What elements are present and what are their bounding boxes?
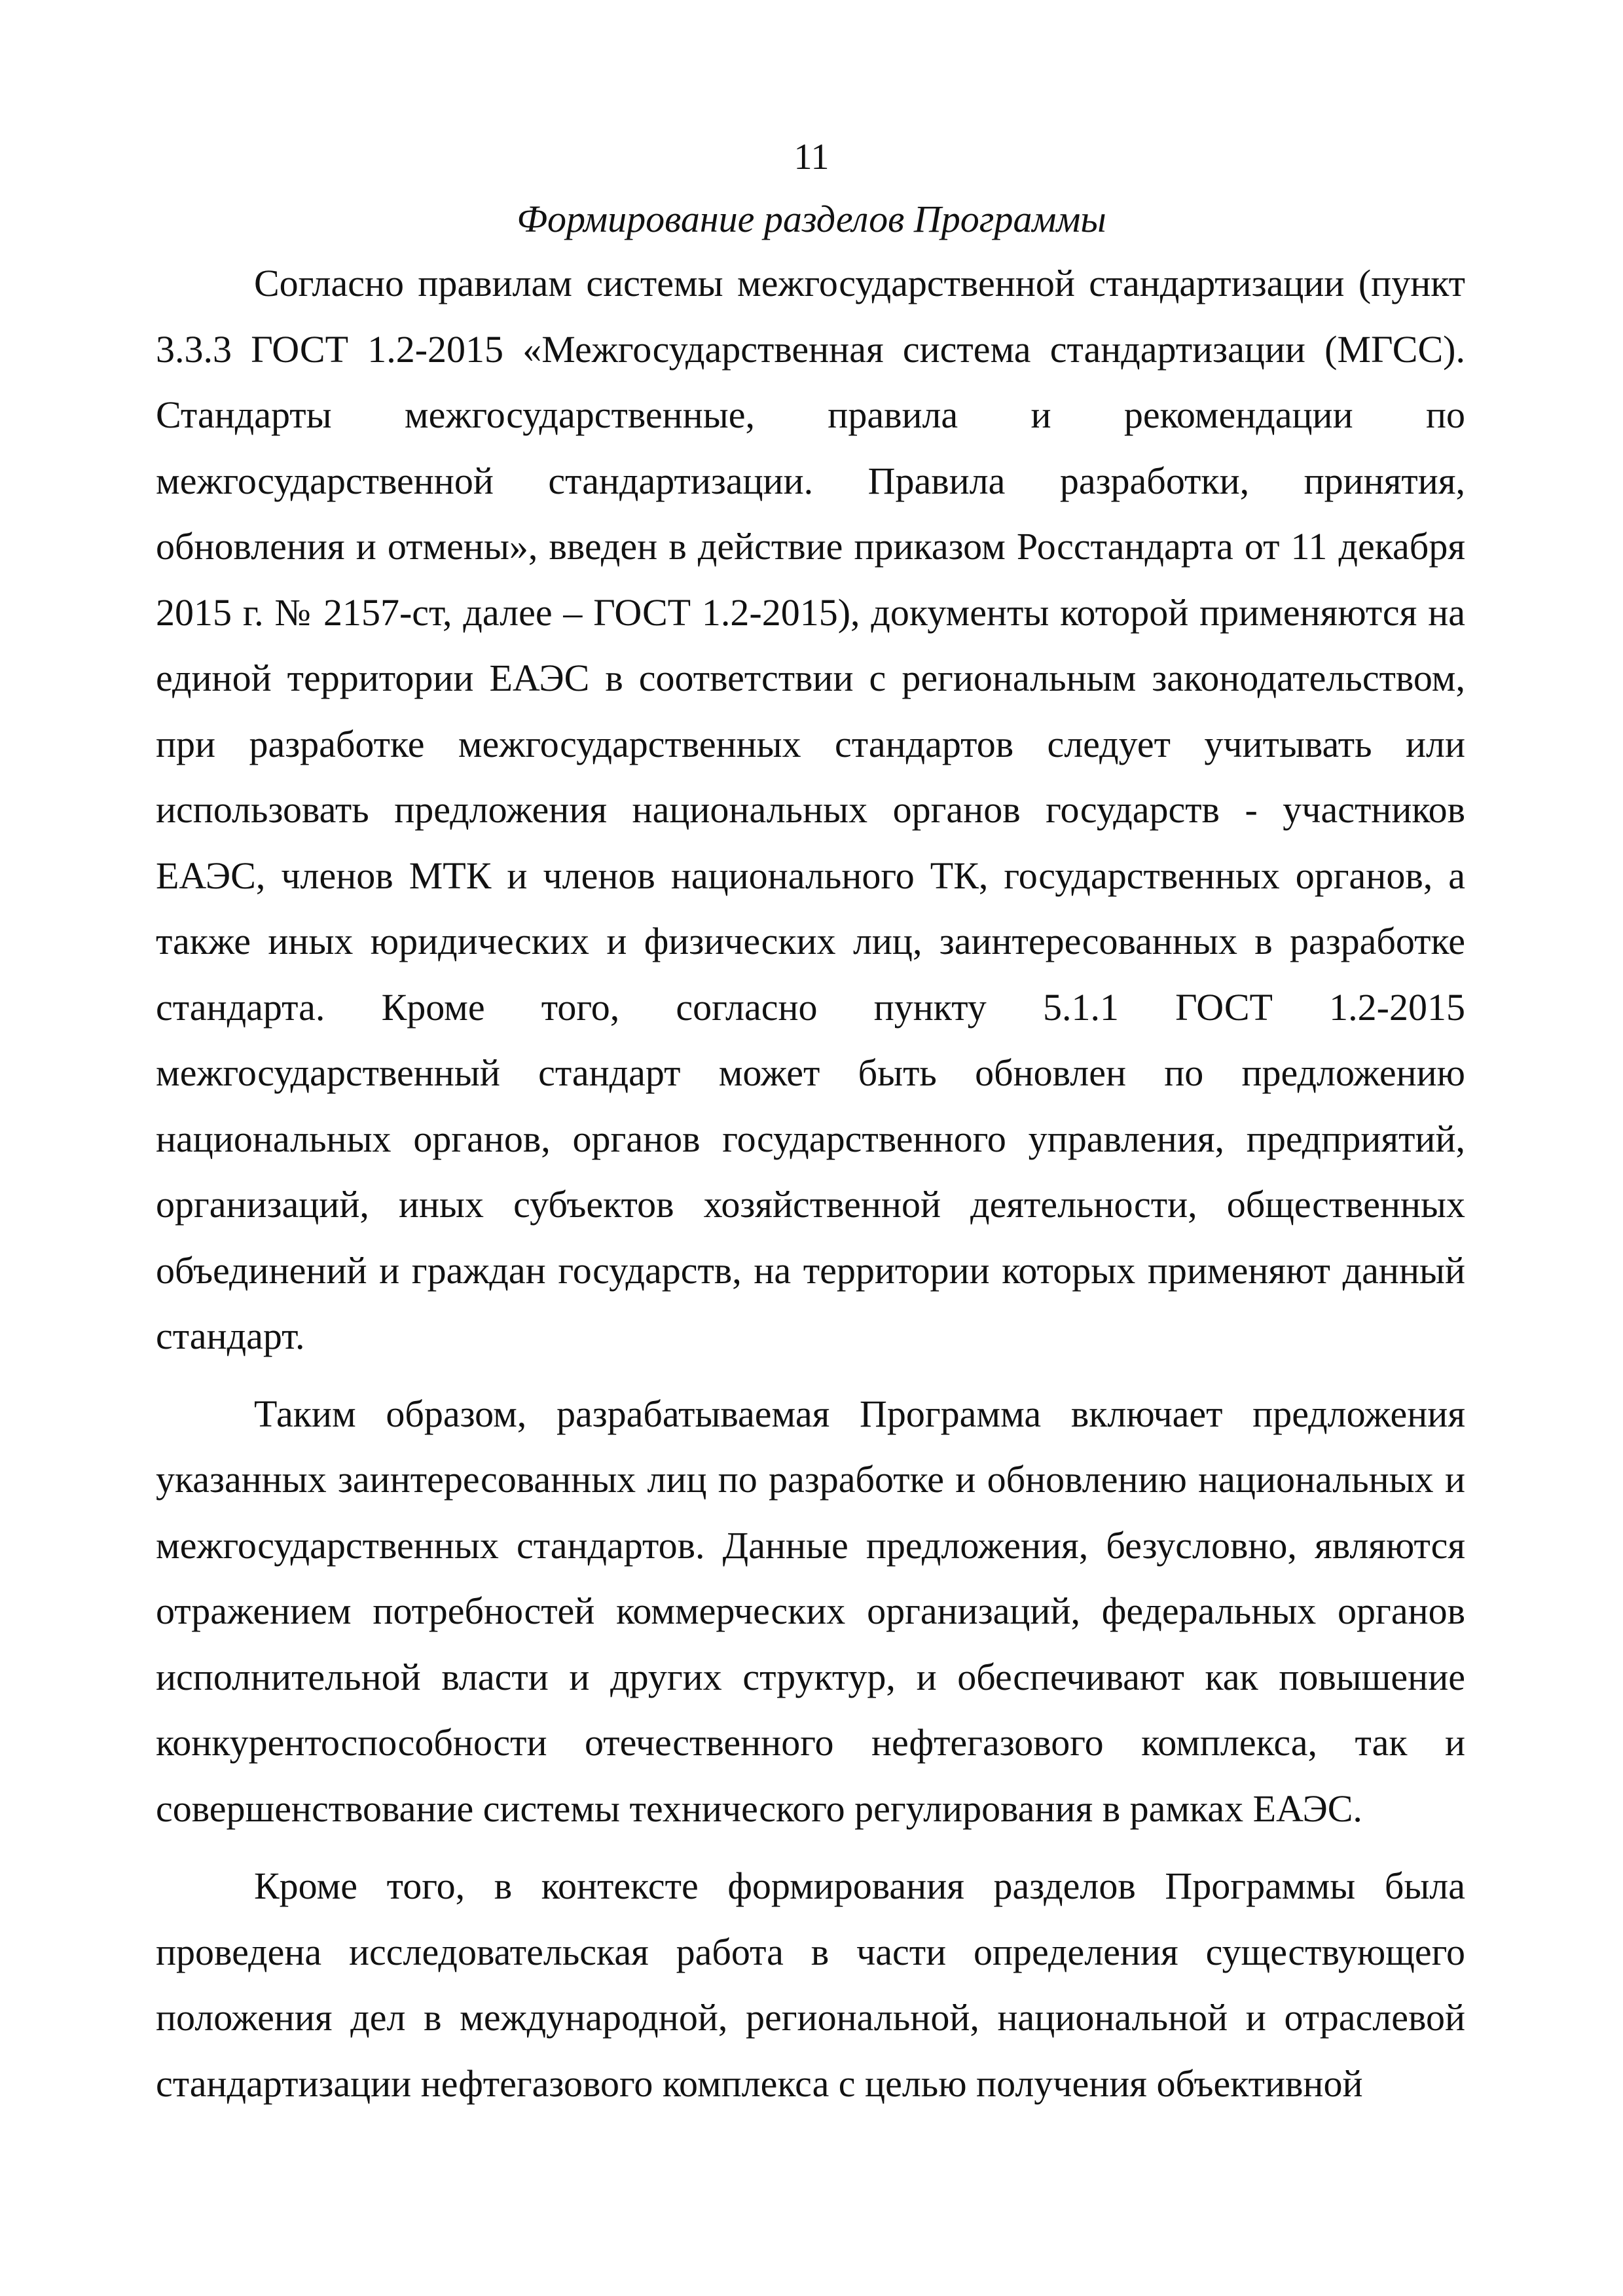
- section-title: Формирование разделов Программы: [517, 198, 1106, 240]
- body-text: [156, 251, 1465, 2117]
- paragraph-1: Согласно правилам системы межгосударственной стандартизации (пункт 3.3.3 ГОСТ 1.2-2015 «Межгосударственная система стандартизации (МГСС). Стандарты межгосударственные, правила и рекомендации по межгосударственной стандартизации. Правила разработки, принятия, обновления и отмены», введен в действие приказом Росстандарта от 11 декабря 2015 г. № 2157-ст, далее – ГОСТ 1.2-2015), документы которой применяются на единой территории ЕАЭС в соответствии с региональным законодательством, при разработке межгосударственных стандартов следует учитывать или использовать предложения национальных органов государств - участников ЕАЭС, членов МТК и членов национального ТК, государственных органов, а также иных юридических и физических лиц, заинтересованных в разработке стандарта. Кроме того, согласно пункту 5.1.1 ГОСТ 1.2-2015 межгосударственный стандарт может быть обновлен по предложению национальных органов, органов государственного управления, предприятий, организаций, иных субъектов хозяйственной деятельности, общественных объединений и граждан государств, на территории которых применяют данный стандарт.: [156, 262, 1465, 1357]
- page-number: 11: [793, 137, 830, 177]
- paragraph-2: Таким образом, разрабатываемая Программа включает предложения указанных заинтересованных лиц по разработке и обновлению национальных и межгосударственных стандартов. Данные предложения, безусловно, являются отражением потребностей коммерческих организаций, федеральных органов исполнительной власти и других структур, и обеспечивают как повышение конкурентоспособности отечественного нефтегазового комплекса, так и совершенствование системы технического регулирования в рамках ЕАЭС.: [156, 1392, 1465, 1830]
- paragraph-3: Кроме того, в контексте формирования разделов Программы была проведена исследовательская работа в части определения существующего положения дел в международной, региональной, национальной и отраслевой стандартизации нефтегазового комплекса с целью получения объективной: [156, 1865, 1465, 2105]
